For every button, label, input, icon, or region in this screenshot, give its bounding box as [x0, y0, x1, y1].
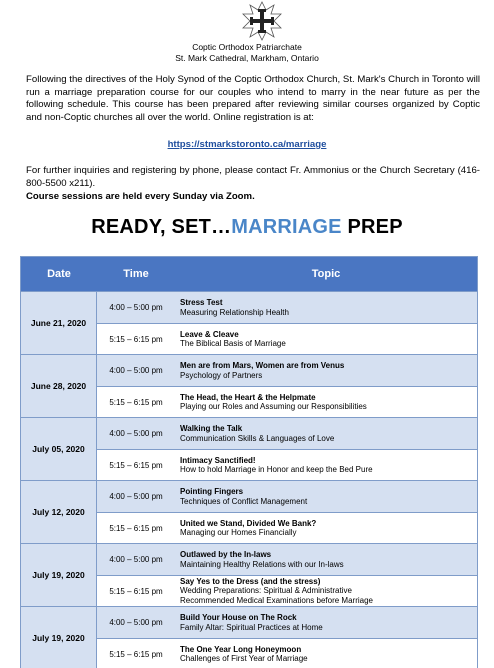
table-row [97, 355, 477, 386]
topic-title: Walking the Talk [180, 424, 243, 433]
table-row [97, 544, 477, 575]
column-header-topic: Topic [311, 268, 341, 280]
table-row [97, 449, 477, 480]
table-row [97, 292, 477, 323]
table-row [97, 638, 477, 668]
topic-title: Build Your House on The Rock [180, 613, 297, 622]
session-time: 5:15 – 6:15 pm [109, 523, 163, 533]
session-list [97, 481, 477, 543]
session-topic [175, 355, 477, 386]
course-title [0, 216, 494, 239]
table-row [97, 418, 477, 449]
topic-description: Measuring Relationship Health [180, 307, 289, 317]
topic-title: The Head, the Heart & the Helpmate [180, 392, 316, 402]
session-list [97, 355, 477, 417]
topic-description: Challenges of First Year of Marriage [180, 654, 308, 663]
session-topic [175, 450, 477, 480]
session-topic [175, 324, 477, 354]
table-row [97, 575, 477, 606]
topic-description: The Biblical Basis of Marriage [180, 339, 286, 348]
course-title-part1: READY, SET… [91, 216, 232, 238]
table-row-group [21, 480, 477, 543]
course-title-accent: MARRIAGE [231, 216, 342, 238]
organization-name [0, 42, 494, 64]
session-topic [175, 481, 477, 512]
session-date: July 05, 2020 [21, 418, 97, 480]
session-date: June 28, 2020 [21, 355, 97, 417]
session-date: June 21, 2020 [21, 292, 97, 354]
table-row-group [21, 291, 477, 354]
topic-title: The One Year Long Honeymoon [180, 644, 302, 654]
topic-title: Men are from Mars, Women are from Venus [180, 361, 345, 370]
session-time: 5:15 – 6:15 pm [109, 460, 163, 470]
session-topic [175, 513, 477, 543]
session-time: 4:00 – 5:00 pm [109, 429, 163, 438]
topic-description: Maintaining Healthy Relations with our In-laws [180, 559, 344, 569]
column-header-date: Date [47, 268, 71, 280]
session-topic [175, 544, 477, 575]
table-row [97, 386, 477, 417]
session-date: July 12, 2020 [21, 481, 97, 543]
topic-title: United we Stand, Divided We Bank? [180, 518, 317, 528]
session-time: 5:15 – 6:15 pm [109, 586, 163, 596]
topic-title: Outlawed by the In-laws [180, 550, 272, 559]
table-header [21, 257, 477, 291]
topic-description: Recommended Medical Examinations before Marriage [180, 595, 373, 605]
column-header-time: Time [123, 268, 149, 280]
org-line-1: Coptic Orthodox Patriarchate [192, 42, 302, 52]
session-topic [175, 639, 477, 668]
course-title-part2: PREP [341, 216, 403, 238]
topic-title: Pointing Fingers [180, 487, 244, 496]
session-time: 5:15 – 6:15 pm [109, 397, 163, 407]
session-list [97, 607, 477, 668]
inquiry-paragraph: For further inquiries and registering by phone, please contact Fr. Ammonius or the Church Secretary (416-800-5500 x211). [26, 165, 480, 189]
table-row-group [21, 417, 477, 480]
table-row-group [21, 354, 477, 417]
session-date: July 19, 2020 [21, 607, 97, 668]
coptic-cross-icon [237, 0, 287, 42]
topic-title: Intimacy Sanctified! [180, 455, 256, 465]
topic-description: Psychology of Partners [180, 370, 263, 380]
table-row [97, 512, 477, 543]
session-time: 4:00 – 5:00 pm [109, 303, 163, 312]
table-body [21, 291, 477, 668]
topic-description: Managing our Homes Financially [180, 528, 297, 537]
session-topic [175, 576, 477, 606]
table-row [97, 323, 477, 354]
topic-description: Wedding Preparations: Spiritual & Administrative [180, 586, 352, 596]
topic-title: Leave & Cleave [180, 329, 239, 339]
session-time: 5:15 – 6:15 pm [109, 649, 163, 659]
session-topic [175, 387, 477, 417]
session-topic [175, 292, 477, 323]
registration-link-line [0, 139, 494, 150]
session-time: 4:00 – 5:00 pm [109, 492, 163, 501]
topic-description: Techniques of Conflict Management [180, 496, 308, 506]
session-date: July 19, 2020 [21, 544, 97, 606]
registration-link[interactable]: https://stmarkstoronto.ca/marriage [167, 139, 327, 150]
topic-description: Playing our Roles and Assuming our Responsibilities [180, 402, 367, 411]
topic-description: Communication Skills & Languages of Love [180, 433, 335, 443]
table-row-group [21, 606, 477, 668]
org-line-2: St. Mark Cathedral, Markham, Ontario [175, 53, 319, 63]
schedule-table [20, 256, 478, 668]
table-row [97, 481, 477, 512]
topic-description: How to hold Marriage in Honor and keep the Bed Pure [180, 465, 373, 474]
session-list [97, 292, 477, 354]
session-time: 5:15 – 6:15 pm [109, 334, 163, 344]
zoom-note: Course sessions are held every Sunday via Zoom. [26, 191, 255, 202]
topic-title: Stress Test [180, 298, 223, 307]
session-list [97, 418, 477, 480]
session-time: 4:00 – 5:00 pm [109, 366, 163, 375]
session-topic [175, 607, 477, 638]
topic-description: Family Altar: Spiritual Practices at Home [180, 622, 323, 632]
session-time: 4:00 – 5:00 pm [109, 555, 163, 564]
topic-title: Say Yes to the Dress (and the stress) [180, 576, 321, 586]
session-list [97, 544, 477, 606]
table-row [97, 607, 477, 638]
intro-paragraph: Following the directives of the Holy Synod of the Coptic Orthodox Church, St. Mark's Church in Toronto will run a marriage preparation course for our couples who intend to marry in the near future as per the following schedule. This course has been prepared after reviewing similar courses organized by Coptic and non-Coptic churches all over the world. Online registration is at: [26, 74, 480, 123]
session-topic [175, 418, 477, 449]
session-time: 4:00 – 5:00 pm [109, 618, 163, 627]
table-row-group [21, 543, 477, 606]
